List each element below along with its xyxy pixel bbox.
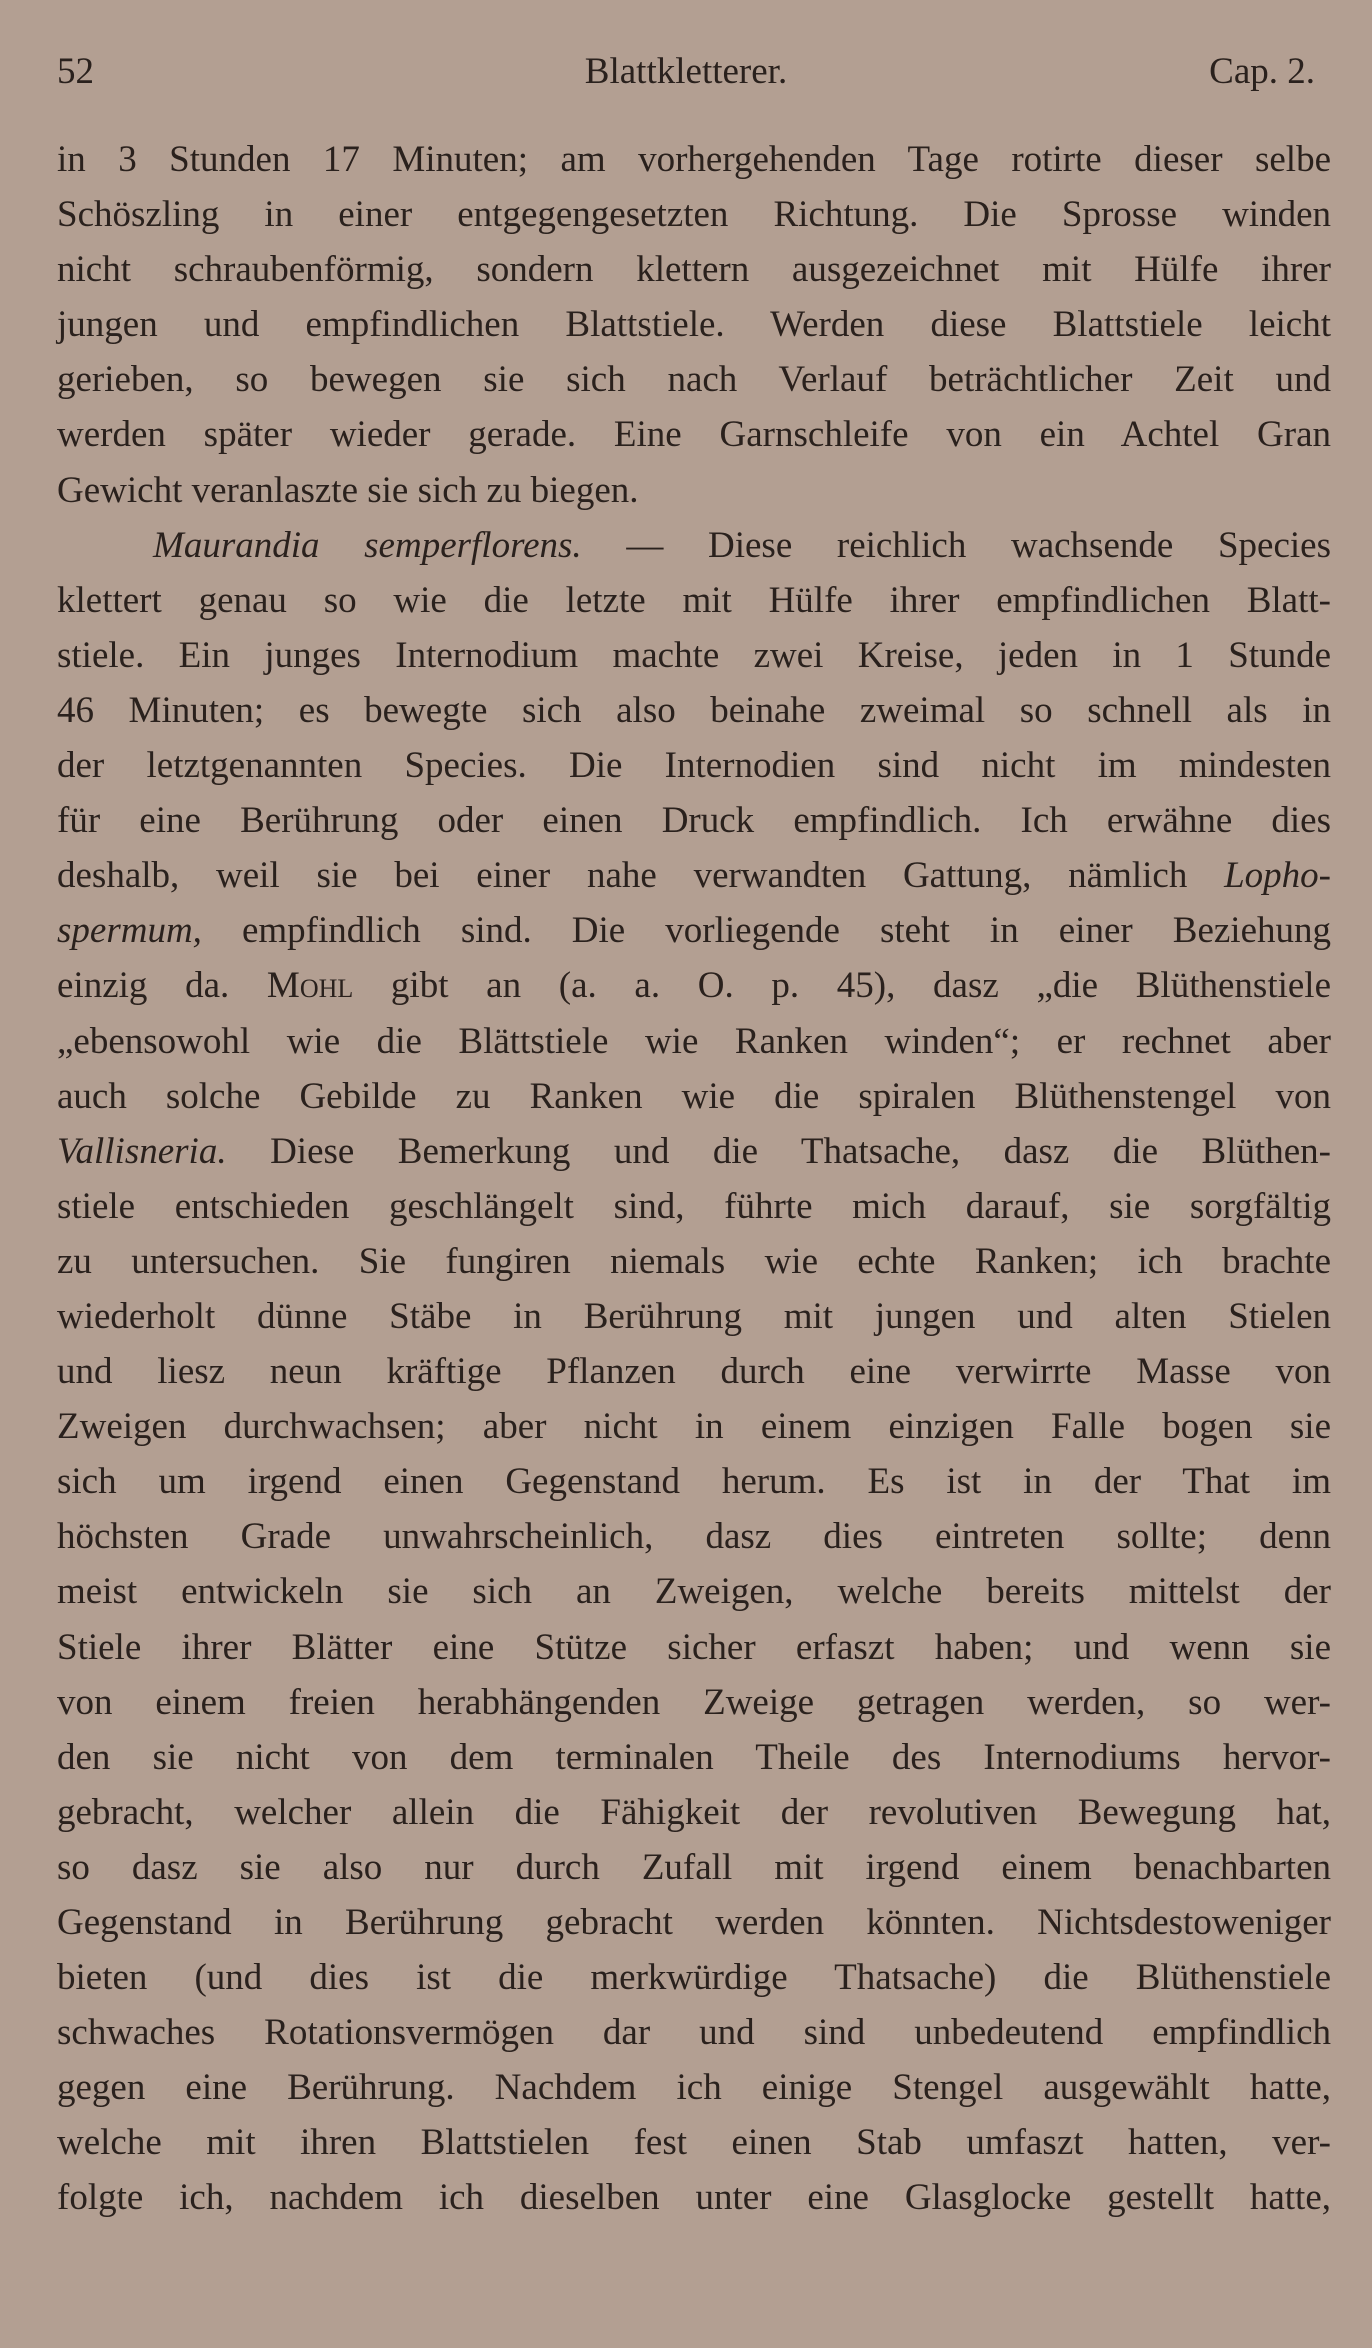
text-line: in 3 Stunden 17 Minuten; am vorhergehenden Tage rotirte dieser selbe bbox=[57, 139, 1331, 180]
page-number: 52 bbox=[57, 51, 94, 92]
genus-name: Vallisneria. bbox=[57, 1130, 227, 1172]
text-line: bieten (und dies ist die merkwürdige Thatsache) die Blüthenstiele bbox=[57, 1957, 1331, 1999]
text-line: zu untersuchen. Sie fungiren niemals wie echte Ranken; ich brachte bbox=[57, 1240, 1331, 1282]
text-line: Gegenstand in Berührung gebracht werden könnten. Nichtsdestoweniger bbox=[57, 1902, 1331, 1943]
text-line: auch solche Gebilde zu Ranken wie die spiralen Blüthenstengel von bbox=[57, 1075, 1331, 1117]
text-line: Gewicht veranlaszte sie sich zu biegen. bbox=[57, 469, 639, 511]
text-line: stiele entschieden geschlängelt sind, führte mich darauf, sie sorgfältig bbox=[57, 1185, 1331, 1227]
body-text bbox=[57, 132, 1331, 2226]
text-line: Schöszling in einer entgegengesetzten Richtung. Die Sprosse winden bbox=[57, 194, 1331, 236]
text-line: sich um irgend einen Gegenstand herum. Es ist in der That im bbox=[57, 1461, 1331, 1503]
text-line: Zweigen durchwachsen; aber nicht in einem einzigen Falle bogen sie bbox=[57, 1406, 1331, 1448]
text-line: welche mit ihren Blattstielen fest einen Stab umfaszt hatten, ver- bbox=[57, 2122, 1331, 2164]
line-text: einzig da. bbox=[57, 965, 267, 1007]
line-text: gibt an (a. a. O. p. 45), dasz „die Blüthenstiele bbox=[353, 965, 1331, 1007]
text-line: meist entwickeln sie sich an Zweigen, welche bereits mittelst der bbox=[57, 1571, 1331, 1613]
text-line: so dasz sie also nur durch Zufall mit irgend einem benachbarten bbox=[57, 1846, 1331, 1888]
text-line bbox=[57, 958, 1331, 1013]
text-line: gerieben, so bewegen sie sich nach Verlauf beträchtlicher Zeit und bbox=[57, 359, 1331, 401]
page-header bbox=[57, 50, 1315, 110]
text-line: wiederholt dünne Stäbe in Berührung mit jungen und alten Stielen bbox=[57, 1295, 1331, 1337]
line-text: empfindlich sind. Die vorliegende steht in einer Beziehung bbox=[201, 910, 1331, 952]
text-line: gegen eine Berührung. Nachdem ich einige Stengel ausgewählt hatte, bbox=[57, 2067, 1331, 2109]
running-title: Blattkletterer. bbox=[584, 51, 788, 92]
text-line: Stiele ihrer Blätter eine Stütze sicher erfaszt haben; und wenn sie bbox=[57, 1626, 1331, 1668]
text-line: von einem freien herabhängenden Zweige getragen werden, so wer- bbox=[57, 1681, 1331, 1723]
text-line: 46 Minuten; es bewegte sich also beinahe zweimal so schnell als in bbox=[57, 689, 1331, 731]
text-line: und liesz neun kräftige Pflanzen durch eine verwirrte Masse von bbox=[57, 1351, 1331, 1393]
text-line: gebracht, welcher allein die Fähigkeit der revolutiven Bewegung hat, bbox=[57, 1791, 1331, 1833]
paragraph-start-line bbox=[57, 518, 1331, 573]
text-line: höchsten Grade unwahrscheinlich, dasz dies eintreten sollte; denn bbox=[57, 1516, 1331, 1558]
text-line: schwaches Rotationsvermögen dar und sind unbedeutend empfindlich bbox=[57, 2012, 1331, 2054]
genus-name: Lopho- bbox=[1224, 855, 1331, 897]
line-text: — Diese reichlich wachsende Species bbox=[581, 524, 1331, 566]
text-line: „ebensowohl wie die Blättstiele wie Ranken winden“; er rechnet aber bbox=[57, 1020, 1331, 1062]
chapter-label: Cap. 2. bbox=[1209, 51, 1315, 92]
text-line: werden später wieder gerade. Eine Garnschleife von ein Achtel Gran bbox=[57, 414, 1331, 456]
text-line: folgte ich, nachdem ich dieselben unter eine Glasglocke gestellt hatte, bbox=[57, 2177, 1331, 2219]
text-line bbox=[57, 903, 1331, 958]
text-line: klettert genau so wie die letzte mit Hülfe ihrer empfindlichen Blatt- bbox=[57, 579, 1331, 621]
text-line: für eine Berührung oder einen Druck empfindlich. Ich erwähne dies bbox=[57, 800, 1331, 842]
text-line: nicht schraubenförmig, sondern klettern ausgezeichnet mit Hülfe ihrer bbox=[57, 249, 1331, 291]
text-line: den sie nicht von dem terminalen Theile des Internodiums hervor- bbox=[57, 1736, 1331, 1778]
species-name: Maurandia semperflorens. bbox=[153, 524, 582, 566]
text-line: stiele. Ein junges Internodium machte zwei Kreise, jeden in 1 Stunde bbox=[57, 634, 1331, 676]
genus-name: spermum, bbox=[57, 910, 202, 952]
author-name: Mohl bbox=[266, 965, 354, 1007]
line-text: Diese Bemerkung und die Thatsache, dasz die Blüthen- bbox=[226, 1130, 1331, 1172]
line-text: deshalb, weil sie bei einer nahe verwandten Gattung, nämlich bbox=[57, 855, 1225, 897]
text-line bbox=[57, 848, 1331, 903]
text-line: der letztgenannten Species. Die Internodien sind nicht im mindesten bbox=[57, 745, 1331, 787]
text-line: jungen und empfindlichen Blattstiele. Werden diese Blattstiele leicht bbox=[57, 304, 1331, 346]
text-line bbox=[57, 1124, 1331, 1179]
